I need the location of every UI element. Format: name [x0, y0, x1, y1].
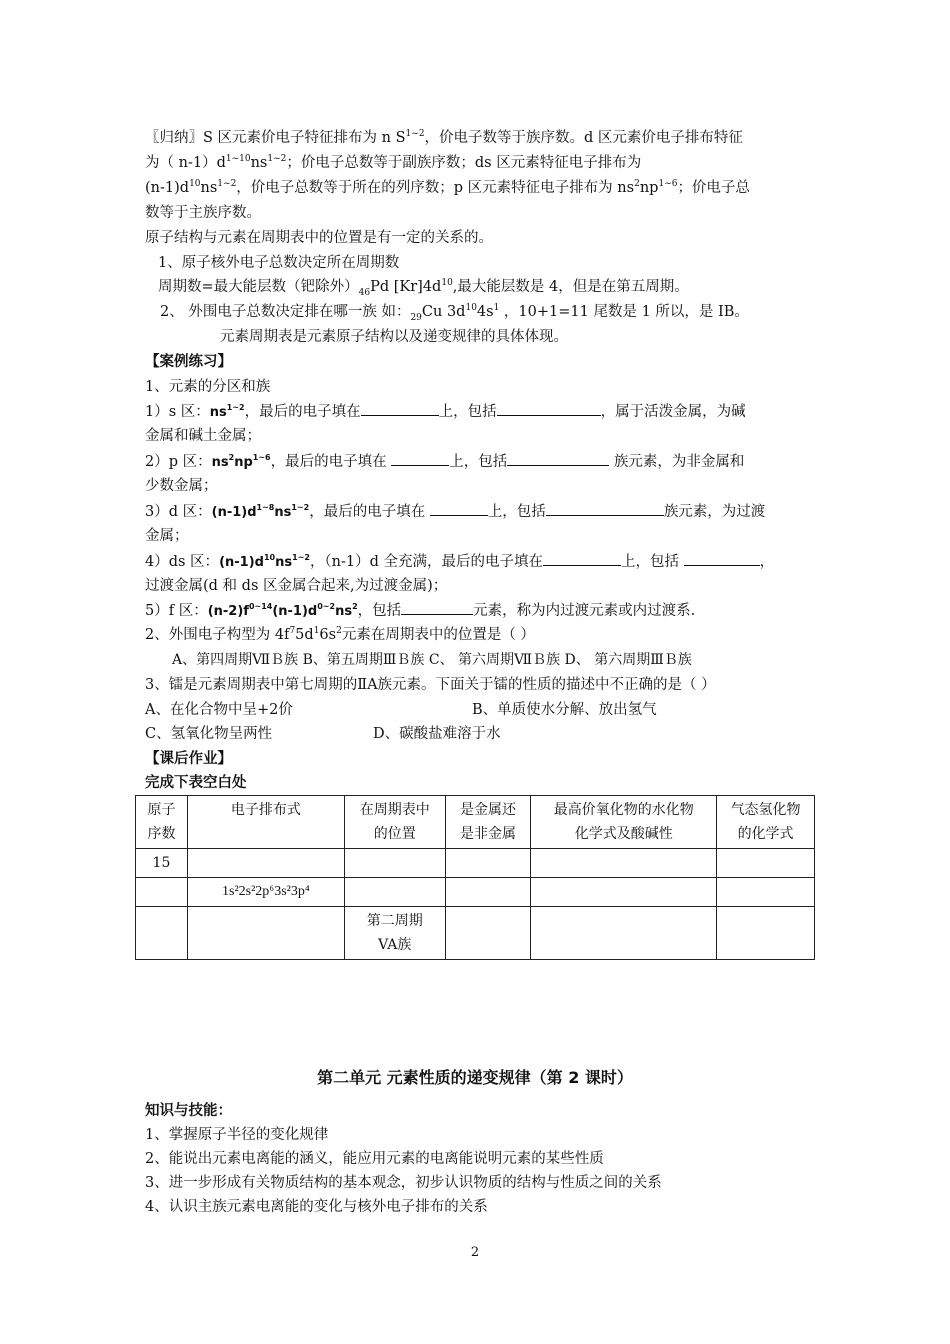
- text: VA族: [378, 937, 412, 953]
- practice-q2-options: A、第四周期ⅦＢ族 B、第五周期ⅢＢ族 C、 第六周期ⅦＢ族 D、 第六周期ⅢＢ族: [172, 652, 692, 668]
- subscript: 46: [358, 287, 371, 298]
- table-cell[interactable]: [717, 878, 815, 907]
- practice-q1: 1、元素的分区和族: [145, 379, 271, 395]
- s-block-line-2: 金属和碱土金属；: [145, 428, 261, 444]
- table-cell[interactable]: [187, 849, 344, 878]
- formula: ns: [211, 455, 229, 470]
- text: 序数: [147, 826, 176, 842]
- ds-block-line: [145, 551, 774, 573]
- ds-block-line-2: 过渡金属(d 和 ds 区金属合起来,为过渡金属)；: [145, 578, 448, 594]
- text: 2、外围电子构型为 4f: [145, 627, 290, 643]
- text: 1）s 区：: [145, 404, 210, 420]
- text: 上，包括: [487, 504, 546, 520]
- practice-q3-option-d: D、碳酸盐难溶于水: [373, 726, 501, 742]
- text: 4）ds 区：: [145, 554, 220, 570]
- superscript: 1~2: [405, 129, 425, 140]
- table-row: [136, 878, 815, 907]
- practice-q3-option-c: C、氢氧化物呈两性: [145, 726, 273, 742]
- table-header-row: [136, 796, 815, 849]
- summary-line-3: [145, 178, 750, 198]
- text: 2）p 区：: [145, 454, 212, 470]
- text: 元素，称为内过渡元素或内过渡系.: [473, 603, 696, 619]
- summary-line-4: 数等于主族序数。: [145, 205, 261, 221]
- section-subheading: 知识与技能：: [145, 1103, 232, 1119]
- text: 的位置: [373, 826, 416, 842]
- summary-line-8: [160, 302, 749, 322]
- table-cell: 1s²2s²2p⁶3s²3p⁴: [187, 878, 344, 907]
- text: 6s: [319, 627, 337, 643]
- text: 上，包括: [438, 404, 497, 420]
- formula: ns: [335, 604, 353, 619]
- text: ，价电子总数等于所在的列序数；p 区元素特征电子排布为 ns: [236, 180, 635, 196]
- formula: (n-1)d: [211, 505, 257, 520]
- superscript: 0~2: [317, 602, 336, 612]
- superscript: 1: [313, 626, 320, 637]
- text: 的化学式: [737, 826, 794, 842]
- text: 5d: [295, 627, 314, 643]
- blank[interactable]: [430, 501, 488, 516]
- superscript: 10: [441, 278, 453, 289]
- blank[interactable]: [684, 551, 760, 566]
- text: ，价电子数等于族序数。d 区元素价电子排布特征: [424, 130, 743, 146]
- homework-heading: 【课后作业】: [145, 751, 232, 767]
- table-cell[interactable]: [445, 878, 531, 907]
- formula: np: [234, 455, 253, 470]
- header-cell: [136, 796, 188, 849]
- homework-table: [135, 795, 815, 960]
- header-cell: [531, 796, 717, 849]
- practice-q2: [145, 625, 535, 645]
- formula: (n-1)d: [272, 604, 318, 619]
- text: Cu 3d: [421, 304, 466, 320]
- text: 是金属还: [460, 802, 517, 818]
- formula: ns: [209, 405, 227, 420]
- text: 为（ n-1）d: [145, 155, 226, 171]
- blank[interactable]: [507, 451, 609, 466]
- header-cell: [187, 796, 344, 849]
- header-cell: [717, 796, 815, 849]
- superscript: 10: [189, 179, 201, 190]
- superscript: 10: [465, 303, 477, 314]
- summary-line-9: 元素周期表是元素原子结构以及递变规律的具体体现。: [220, 329, 568, 345]
- text: ，（n-1）d 全充满，最后的电子填在: [309, 554, 544, 570]
- f-block-line: [145, 600, 695, 622]
- header-cell: [445, 796, 531, 849]
- text: (n-1)d: [145, 180, 190, 196]
- superscript: 1: [493, 303, 500, 314]
- blank[interactable]: [497, 401, 601, 416]
- blank[interactable]: [546, 501, 664, 516]
- text: np: [639, 180, 659, 196]
- superscript: 1~6: [658, 179, 678, 190]
- text: ,最大能层数是 4，但是在第五周期。: [452, 279, 689, 295]
- text: 4s: [476, 304, 494, 320]
- table-cell[interactable]: [445, 849, 531, 878]
- table-row: [136, 849, 815, 878]
- table-cell[interactable]: [531, 878, 717, 907]
- text: 元素在周期表中的位置是（ ）: [341, 627, 535, 643]
- table-cell[interactable]: [136, 907, 188, 960]
- blank[interactable]: [391, 451, 449, 466]
- text: 3）d 区：: [145, 504, 212, 520]
- superscript: 7: [289, 626, 296, 637]
- table-cell[interactable]: [344, 849, 445, 878]
- table-cell[interactable]: [344, 878, 445, 907]
- p-block-line-2: 少数金属；: [145, 478, 218, 494]
- table-cell[interactable]: [717, 849, 815, 878]
- table-cell: [344, 907, 445, 960]
- superscript: 1~2: [226, 403, 245, 413]
- superscript: 10: [263, 553, 276, 563]
- superscript: 1~2: [291, 503, 310, 513]
- text: 原子: [147, 802, 176, 818]
- table-cell[interactable]: [531, 907, 717, 960]
- text: 气态氢化物: [730, 802, 801, 818]
- table-cell[interactable]: [445, 907, 531, 960]
- text: ，10+1=11 尾数是 1 所以，是 IB。: [499, 304, 749, 320]
- objective-item: 2、能说出元素电离能的涵义，能应用元素的电离能说明元素的某些性质: [145, 1151, 604, 1167]
- text: 上，包括: [449, 454, 508, 470]
- superscript: 2: [336, 626, 342, 637]
- table-cell[interactable]: [531, 849, 717, 878]
- summary-line-6: 1、原子核外电子总数决定所在周期数: [158, 255, 400, 271]
- objective-item: 4、认识主族元素电离能的变化与核外电子排布的关系: [145, 1199, 488, 1215]
- text: 周期数=最大能层数（钯除外）: [158, 279, 359, 295]
- superscript: 1~6: [252, 453, 271, 463]
- formula: ns: [274, 505, 292, 520]
- superscript: 1~8: [256, 503, 275, 513]
- formula: (n-2)f: [207, 604, 249, 619]
- summary-line-7: [158, 277, 689, 297]
- text: ，包括: [357, 603, 402, 619]
- text: 在周期表中: [359, 802, 430, 818]
- table-cell[interactable]: [187, 907, 344, 960]
- text: 电子排布式: [230, 802, 301, 818]
- practice-q3: 3、镭是元素周期表中第七周期的ⅡA族元素。下面关于镭的性质的描述中不正确的是（ ）: [145, 677, 716, 693]
- practice-q3-option-b: B、单质使水分解、放出氢气: [472, 702, 657, 718]
- objective-item: 3、进一步形成有关物质结构的基本观念，初步认识物质的结构与性质之间的关系: [145, 1175, 662, 1191]
- text: 最高价氧化物的水化物: [553, 802, 694, 818]
- text: Pd [Kr]4d: [370, 279, 442, 295]
- d-block-line: [145, 501, 765, 523]
- superscript: 2: [352, 602, 358, 612]
- summary-line-2: [145, 153, 641, 173]
- table-cell[interactable]: [136, 878, 188, 907]
- text: 族元素，为过渡: [663, 504, 766, 520]
- practice-heading: 【案例练习】: [145, 354, 232, 370]
- table-cell[interactable]: [717, 907, 815, 960]
- superscript: 1~2: [292, 553, 310, 563]
- text: 2、 外围电子总数决定排在哪一族 如：: [160, 304, 411, 320]
- superscript: 2: [634, 179, 640, 190]
- summary-line-1: [145, 128, 743, 148]
- text: ns: [200, 180, 218, 196]
- blank[interactable]: [401, 600, 473, 615]
- practice-q3-option-a: A、在化合物中呈+2价: [145, 702, 293, 718]
- s-block-line: [145, 401, 746, 423]
- section-title: 第二单元 元素性质的递变规律（第 2 课时）: [317, 1068, 633, 1087]
- table-cell: 15: [136, 849, 188, 878]
- header-cell: [344, 796, 445, 849]
- text: 上，包括: [621, 554, 684, 570]
- text: ，最后的电子填在: [270, 454, 392, 470]
- text: 第二周期: [366, 913, 423, 929]
- text: 〖归纳〗S 区元素价电子特征排布为 n S: [145, 130, 406, 146]
- text: 5）f 区：: [145, 603, 208, 619]
- blank[interactable]: [361, 401, 439, 416]
- text: 化学式及酸碱性: [574, 826, 673, 842]
- text: ，最后的电子填在: [244, 404, 361, 420]
- text: ，属于活泼金属，为碱: [600, 404, 746, 420]
- subscript: 29: [410, 312, 422, 323]
- formula: (n-1)d: [219, 555, 264, 570]
- text: ；价电子总: [677, 180, 750, 196]
- superscript: 0~14: [248, 602, 273, 612]
- superscript: 1~10: [225, 154, 251, 165]
- text: ns: [250, 155, 268, 171]
- text: ，: [759, 554, 775, 570]
- objective-item: 1、掌握原子半径的变化规律: [145, 1127, 329, 1143]
- text: ；价电子总数等于副族序数；ds 区元素特征电子排布为: [286, 155, 642, 171]
- table-row: [136, 907, 815, 960]
- text: ，最后的电子填在: [309, 504, 430, 520]
- superscript: 2: [228, 453, 235, 463]
- d-block-line-2: 金属；: [145, 528, 189, 544]
- blank[interactable]: [543, 551, 621, 566]
- summary-line-5: 原子结构与元素在周期表中的位置是有一定的关系的。: [145, 230, 493, 246]
- text: 族元素，为非金属和: [609, 454, 745, 470]
- formula: ns: [275, 555, 293, 570]
- superscript: 1~2: [217, 179, 237, 190]
- superscript: 1~2: [267, 154, 287, 165]
- p-block-line: [145, 451, 744, 473]
- page-number: 2: [470, 1245, 480, 1260]
- homework-subheading: 完成下表空白处: [145, 775, 247, 791]
- text: 是非金属: [460, 826, 517, 842]
